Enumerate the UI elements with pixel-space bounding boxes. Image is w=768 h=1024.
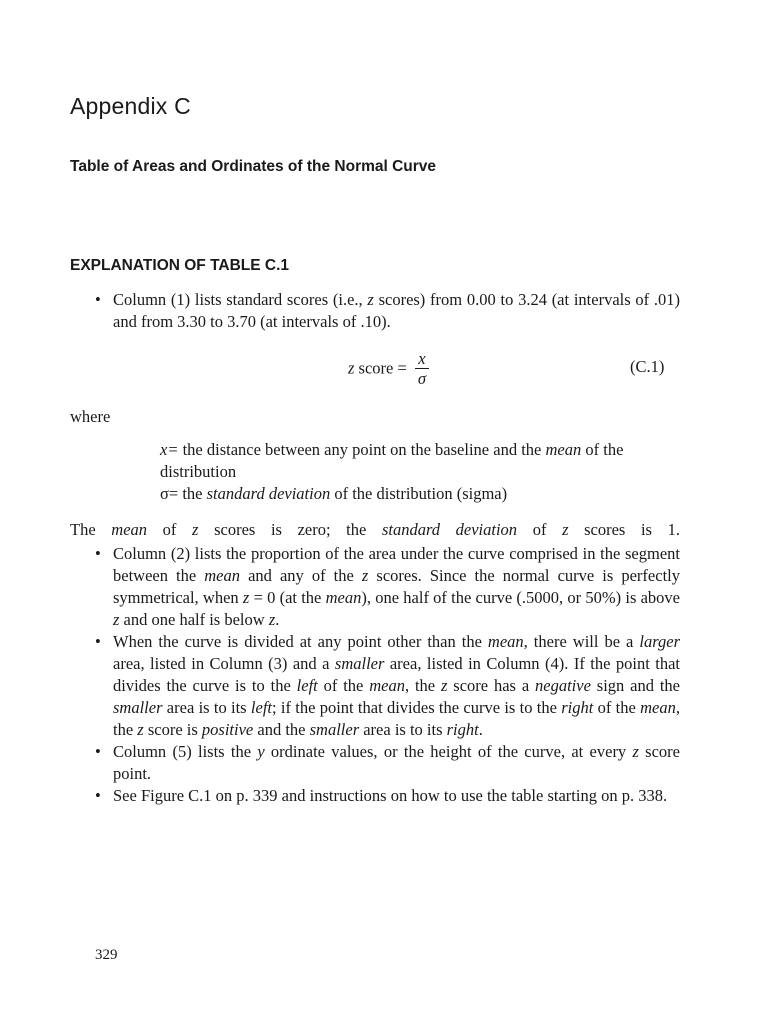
definition-symbol: σ=: [160, 484, 179, 503]
equation-number: (C.1): [630, 357, 665, 376]
bullet-text: When the curve is divided at any point other than the mean, there will be a larger area, listed in Column (3) and a smaller area, listed in Column (4). If the point that divides the curve is to the left of the mean, the z score has a negative sign and the smaller area is to its left; if the point that divides the curve is to the right of the mean, the z score is positive and the smaller area is to its right.: [113, 632, 681, 739]
equation: [348, 350, 429, 389]
list-item: [95, 631, 680, 741]
bullet-text: Column (1) lists standard scores (i.e., z scores) from 0.00 to 3.24 (at intervals of .01) and from 3.30 to 3.70 (at intervals of .10).: [113, 290, 681, 331]
table-title: Table of Areas and Ordinates of the Normal Curve: [70, 158, 437, 175]
page-number: 329: [95, 947, 118, 963]
definition-sigma: [160, 483, 690, 505]
where-label: where: [70, 407, 111, 426]
mean-statement: The mean of z scores is zero; the standard deviation of z scores is 1.: [70, 520, 680, 539]
bullet-list-intro: [95, 289, 680, 333]
fraction-denominator: σ: [417, 369, 426, 388]
bullet-symbol: •: [95, 742, 101, 761]
list-item: [95, 289, 680, 333]
list-item: [95, 543, 680, 631]
definition-text: the distance between any point on the baseline and the mean of the distribution: [160, 440, 624, 481]
bullet-symbol: •: [95, 632, 101, 651]
definitions: [160, 439, 690, 505]
fraction: [415, 350, 429, 389]
bullet-text: See Figure C.1 on p. 339 and instructions on how to use the table starting on p. 338.: [113, 786, 668, 805]
bullet-symbol: •: [95, 786, 101, 805]
definition-x: [160, 439, 690, 483]
equation-lhs: z score =: [348, 358, 407, 378]
bullet-text: Column (2) lists the proportion of the area under the curve comprised in the segment between the mean and any of the z scores. Since the normal curve is perfectly symmetrical, when z = 0 (at the mean), one half of the curve (.5000, or 50%) is above z and one half is below z.: [113, 544, 680, 629]
appendix-title: Appendix C: [70, 93, 191, 119]
bullet-text: Column (5) lists the y ordinate values, or the height of the curve, at every z score point.: [113, 742, 680, 783]
list-item: [95, 741, 680, 785]
list-item: [95, 785, 680, 807]
definition-symbol: x=: [160, 440, 179, 459]
definition-text: the standard deviation of the distribution (sigma): [182, 484, 508, 503]
section-heading: EXPLANATION OF TABLE C.1: [70, 257, 290, 274]
fraction-numerator: x: [418, 349, 426, 368]
bullet-list: [95, 543, 680, 807]
bullet-symbol: •: [95, 290, 101, 309]
bullet-symbol: •: [95, 544, 101, 563]
